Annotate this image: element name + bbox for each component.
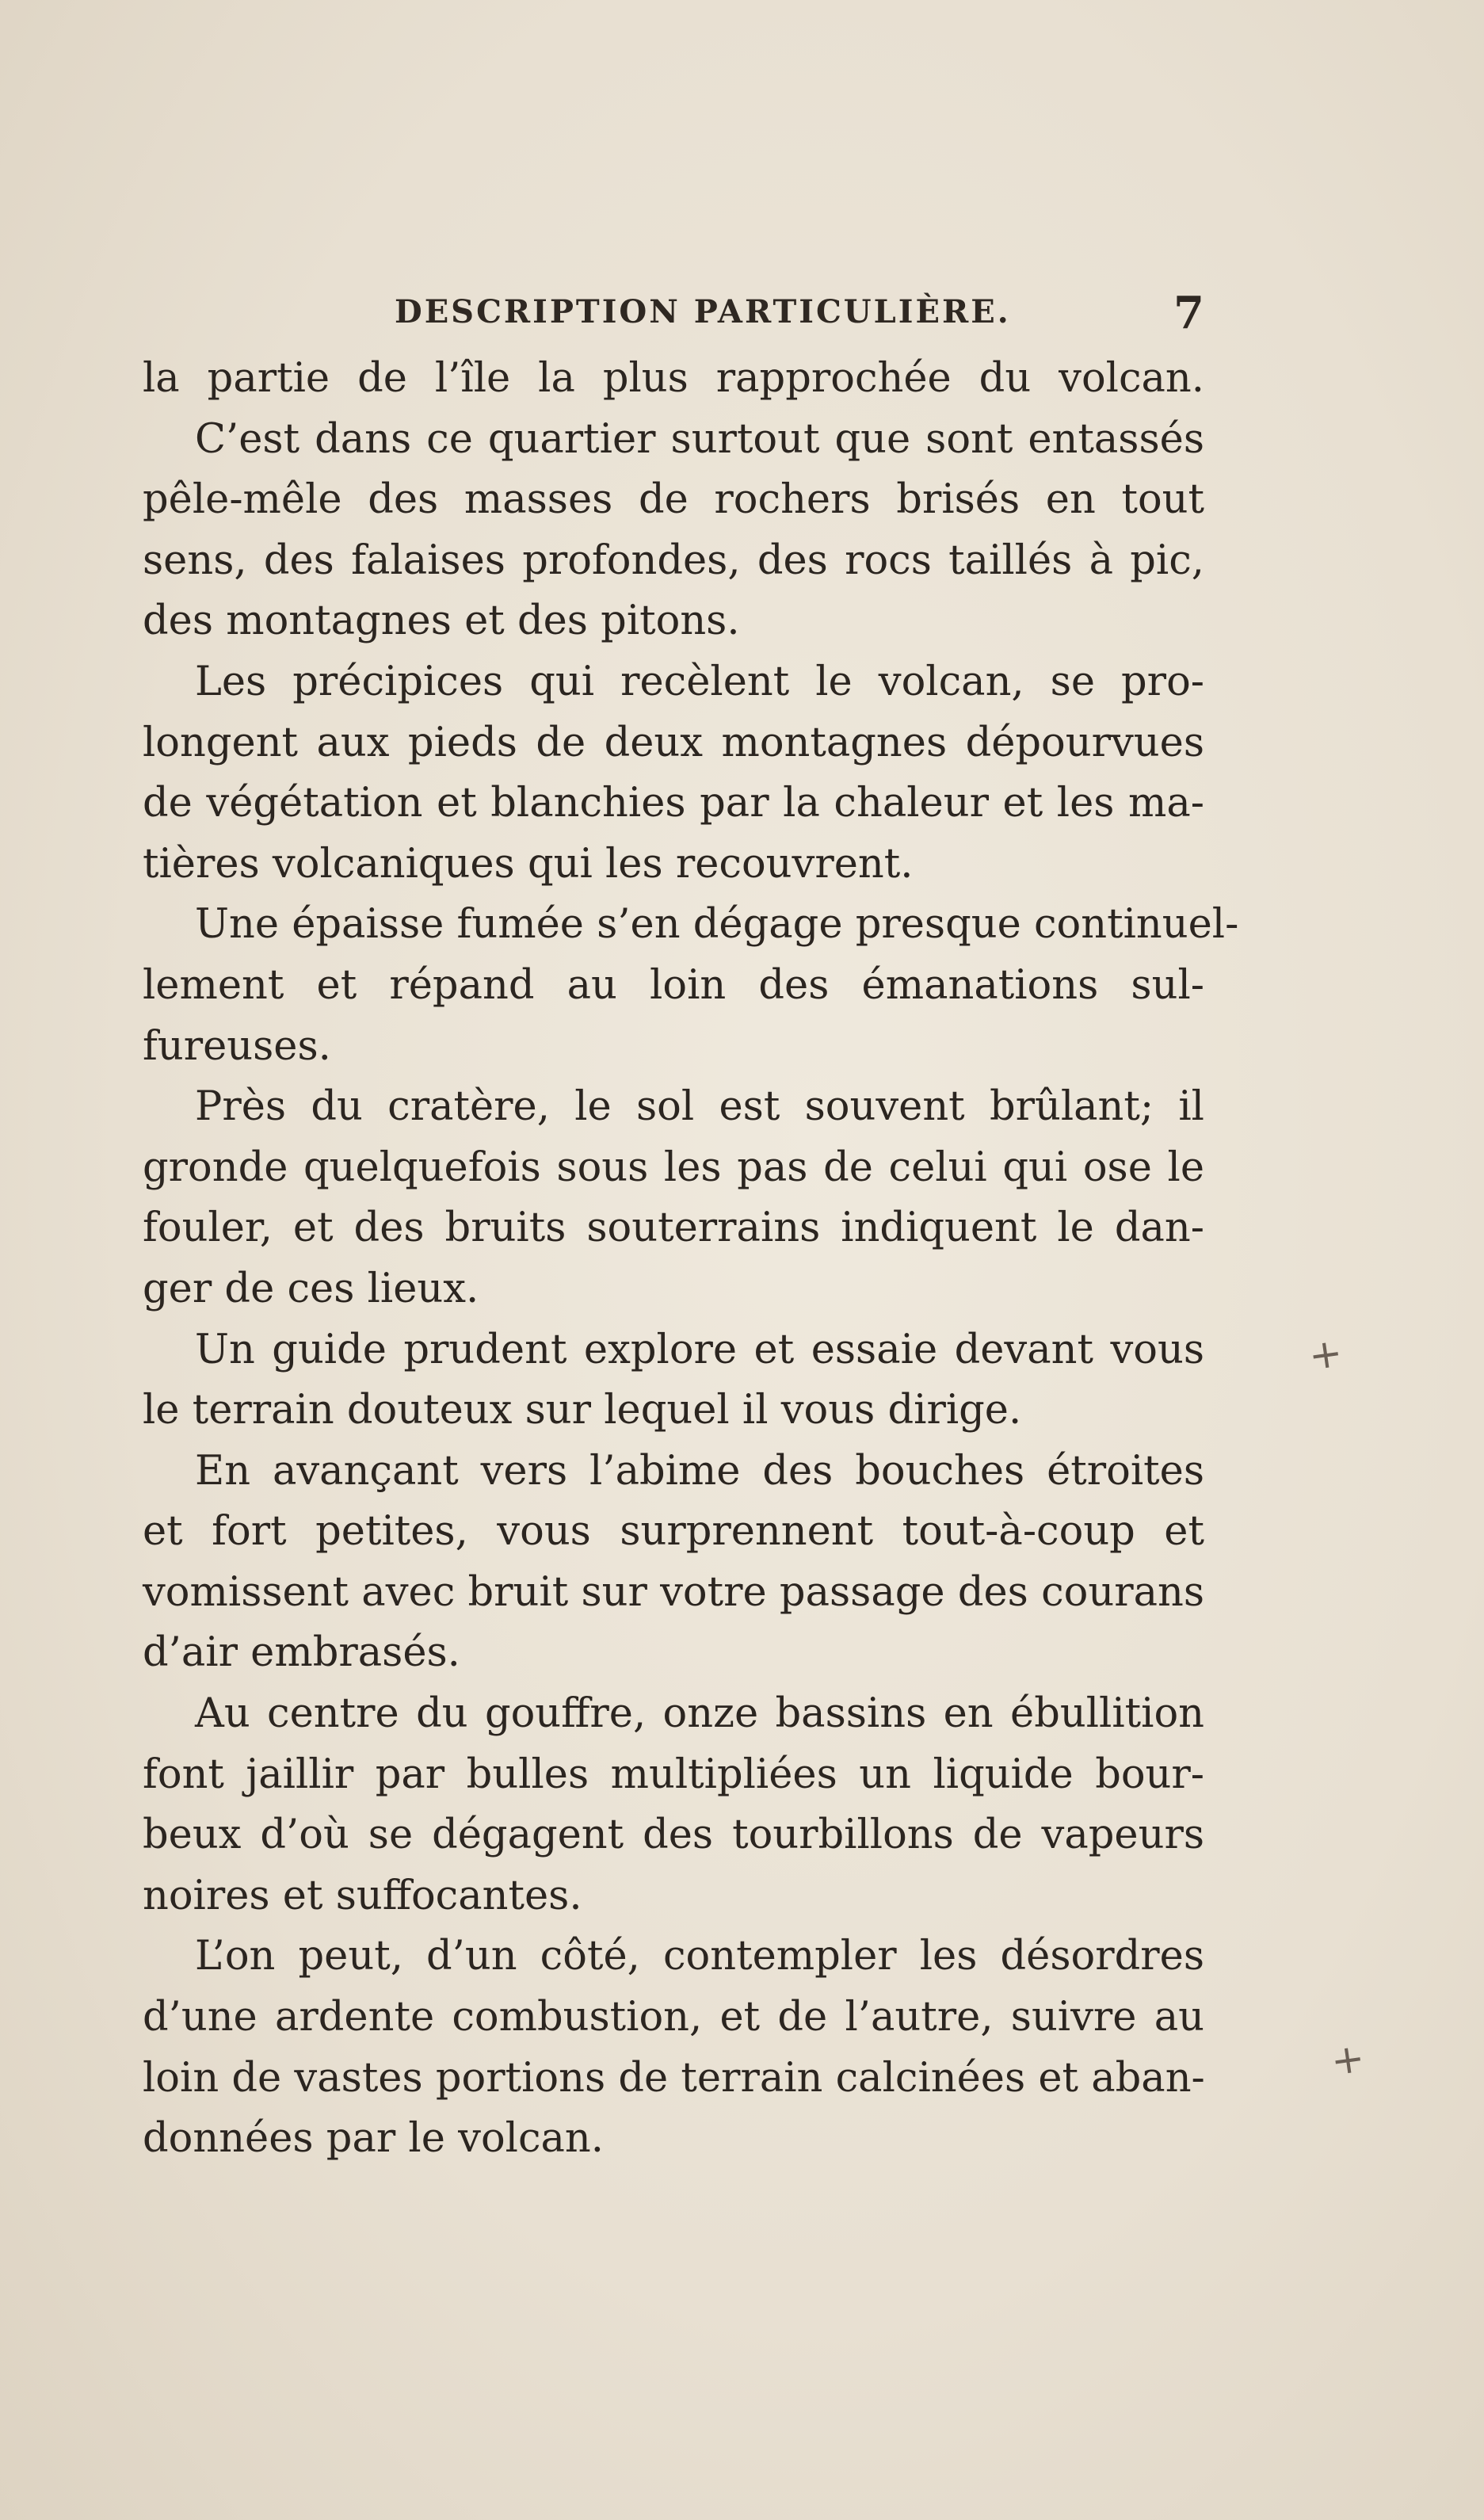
text-line: Un guide prudent explore et essaie devant vous bbox=[195, 1326, 1204, 1373]
text-line: fureuses. bbox=[143, 1022, 331, 1070]
text-line: vomissent avec bruit sur votre passage des courans bbox=[143, 1568, 1204, 1616]
text-line: des montagnes et des pitons. bbox=[143, 598, 740, 645]
text-line: L’on peut, d’un côté, contempler les désordres bbox=[195, 1933, 1204, 1980]
text-line: le terrain douteux sur lequel il vous dirige. bbox=[143, 1387, 1022, 1434]
text-line: d’air embrasés. bbox=[143, 1629, 460, 1677]
text-line: loin de vastes portions de terrain calcinées et aban- bbox=[143, 2054, 1205, 2102]
body-text bbox=[143, 349, 1239, 2170]
text-line: beux d’où se dégagent des tourbillons de vapeurs bbox=[143, 1812, 1204, 1859]
text-line: et fort petites, vous surprennent tout-à-coup et bbox=[143, 1508, 1204, 1556]
text-line: sens, des falaises profondes, des rocs taillés à pic, bbox=[143, 536, 1204, 584]
text-line: gronde quelquefois sous les pas de celui qui ose le bbox=[143, 1144, 1204, 1191]
text-line: pêle-mêle des masses de rochers brisés en tout bbox=[143, 476, 1204, 524]
running-head bbox=[143, 287, 1204, 342]
text-line: la partie de l’île la plus rapprochée du volcan. bbox=[143, 355, 1204, 402]
text-line: de végétation et blanchies par la chaleur et les ma- bbox=[143, 780, 1204, 827]
text-line: Au centre du gouffre, onze bassins en ébullition bbox=[195, 1690, 1204, 1738]
text-line: données par le volcan. bbox=[143, 2115, 604, 2163]
text-line: C’est dans ce quartier surtout que sont entassés bbox=[195, 415, 1204, 463]
text-line: lement et répand au loin des émanations sul- bbox=[143, 961, 1204, 1009]
text-line: longent aux pieds de deux montagnes dépourvues bbox=[143, 719, 1204, 766]
text-line: tières volcaniques qui les recouvrent. bbox=[143, 840, 914, 888]
page-number: 7 bbox=[1173, 287, 1204, 339]
text-line: fouler, et des bruits souterrains indiquent le dan- bbox=[143, 1205, 1204, 1252]
margin-annotation-cross: + bbox=[1306, 1329, 1345, 1380]
running-title: DESCRIPTION PARTICULIÈRE. bbox=[395, 293, 1011, 330]
text-line: Près du cratère, le sol est souvent brûlant; il bbox=[195, 1083, 1204, 1131]
text-line: font jaillir par bulles multipliées un liquide bour- bbox=[143, 1751, 1204, 1798]
text-line: En avançant vers l’abime des bouches étroites bbox=[195, 1447, 1204, 1495]
margin-annotation-cross: + bbox=[1328, 2034, 1368, 2085]
text-line: noires et suffocantes. bbox=[143, 1872, 582, 1919]
text-line: ger de ces lieux. bbox=[143, 1265, 479, 1312]
text-line: Une épaisse fumée s’en dégage presque continuel- bbox=[195, 901, 1239, 949]
text-line: d’une ardente combustion, et de l’autre, suivre au bbox=[143, 1994, 1204, 2041]
text-line: Les précipices qui recèlent le volcan, se pro- bbox=[195, 658, 1204, 705]
